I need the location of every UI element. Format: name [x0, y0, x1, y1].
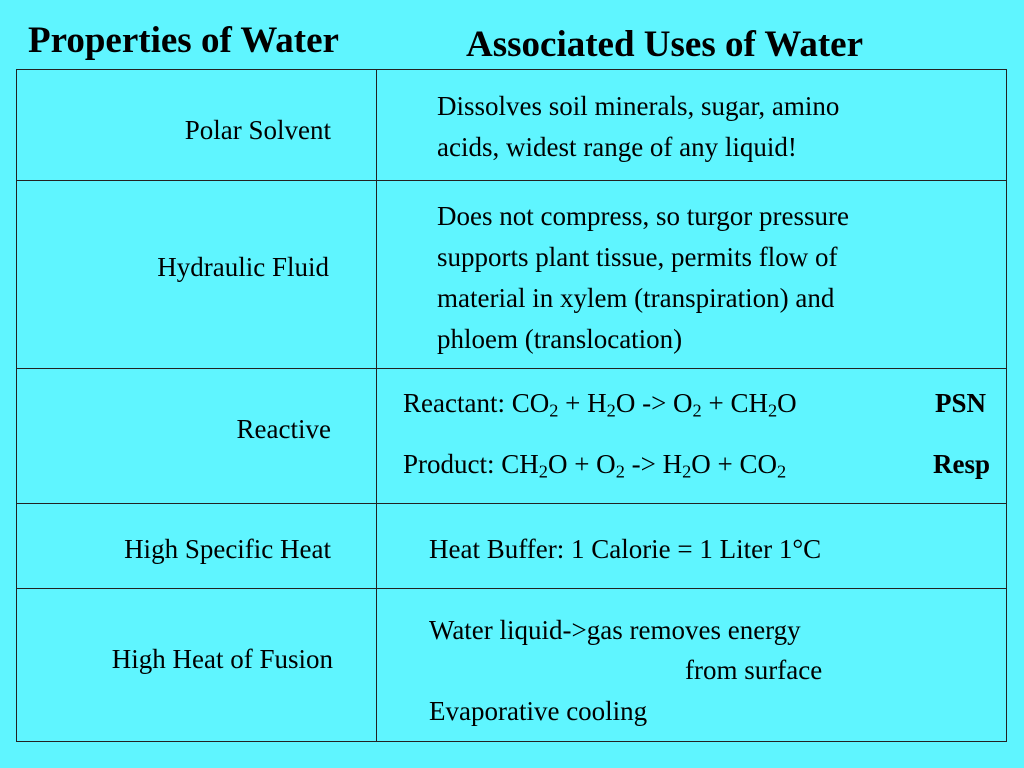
properties-heading: Properties of Water: [28, 20, 339, 61]
use-line: material in xylem (transpiration) and: [437, 283, 835, 313]
column-divider: [376, 70, 377, 741]
use-line: Water liquid->gas removes energy: [429, 615, 801, 645]
row-divider: [17, 503, 1006, 504]
subscript: 2: [682, 461, 692, 482]
property-high-specific-heat: High Specific Heat: [124, 534, 331, 564]
formula-part: O + O: [547, 449, 616, 479]
subscript: 2: [777, 461, 787, 482]
uses-heading: Associated Uses of Water: [466, 24, 864, 65]
property-high-heat-of-fusion: High Heat of Fusion: [111, 644, 333, 674]
subscript: 2: [606, 400, 616, 421]
use-line: Dissolves soil minerals, sugar, amino: [437, 91, 840, 121]
subscript: 2: [538, 461, 548, 482]
formula-part: O: [777, 388, 797, 418]
formula-part: CH: [501, 449, 539, 479]
row-divider: [17, 368, 1006, 369]
subscript: 2: [692, 400, 702, 421]
row-divider: [17, 588, 1006, 589]
product-equation: [403, 444, 786, 485]
psn-tag: PSN: [935, 388, 987, 418]
property-hydraulic-fluid: Hydraulic Fluid: [157, 252, 329, 282]
use-line: phloem (translocation): [437, 324, 683, 354]
properties-table: [16, 69, 1007, 742]
use-line: acids, widest range of any liquid!: [437, 132, 797, 162]
use-line: Evaporative cooling: [429, 696, 648, 726]
property-polar-solvent: Polar Solvent: [184, 115, 331, 145]
product-label: Product:: [403, 449, 502, 479]
formula-part: + H: [558, 388, 607, 418]
formula-part: CO: [511, 388, 550, 418]
formula-part: O -> O: [615, 388, 693, 418]
reactant-equation: [403, 383, 797, 424]
formula-part: O + CO: [691, 449, 778, 479]
row-divider: [17, 180, 1006, 181]
subscript: 2: [549, 400, 559, 421]
property-reactive: Reactive: [236, 414, 331, 444]
resp-tag: Resp: [933, 449, 991, 479]
subscript: 2: [615, 461, 625, 482]
subscript: 2: [767, 400, 778, 421]
use-line: Does not compress, so turgor pressure: [437, 201, 849, 231]
formula-part: -> H: [624, 449, 683, 479]
use-line: from surface: [685, 655, 823, 685]
use-line: supports plant tissue, permits flow of: [437, 242, 838, 272]
reactant-label: Reactant:: [403, 388, 512, 418]
use-line: Heat Buffer: 1 Calorie = 1 Liter 1°C: [429, 534, 822, 564]
formula-part: + CH: [701, 388, 768, 418]
